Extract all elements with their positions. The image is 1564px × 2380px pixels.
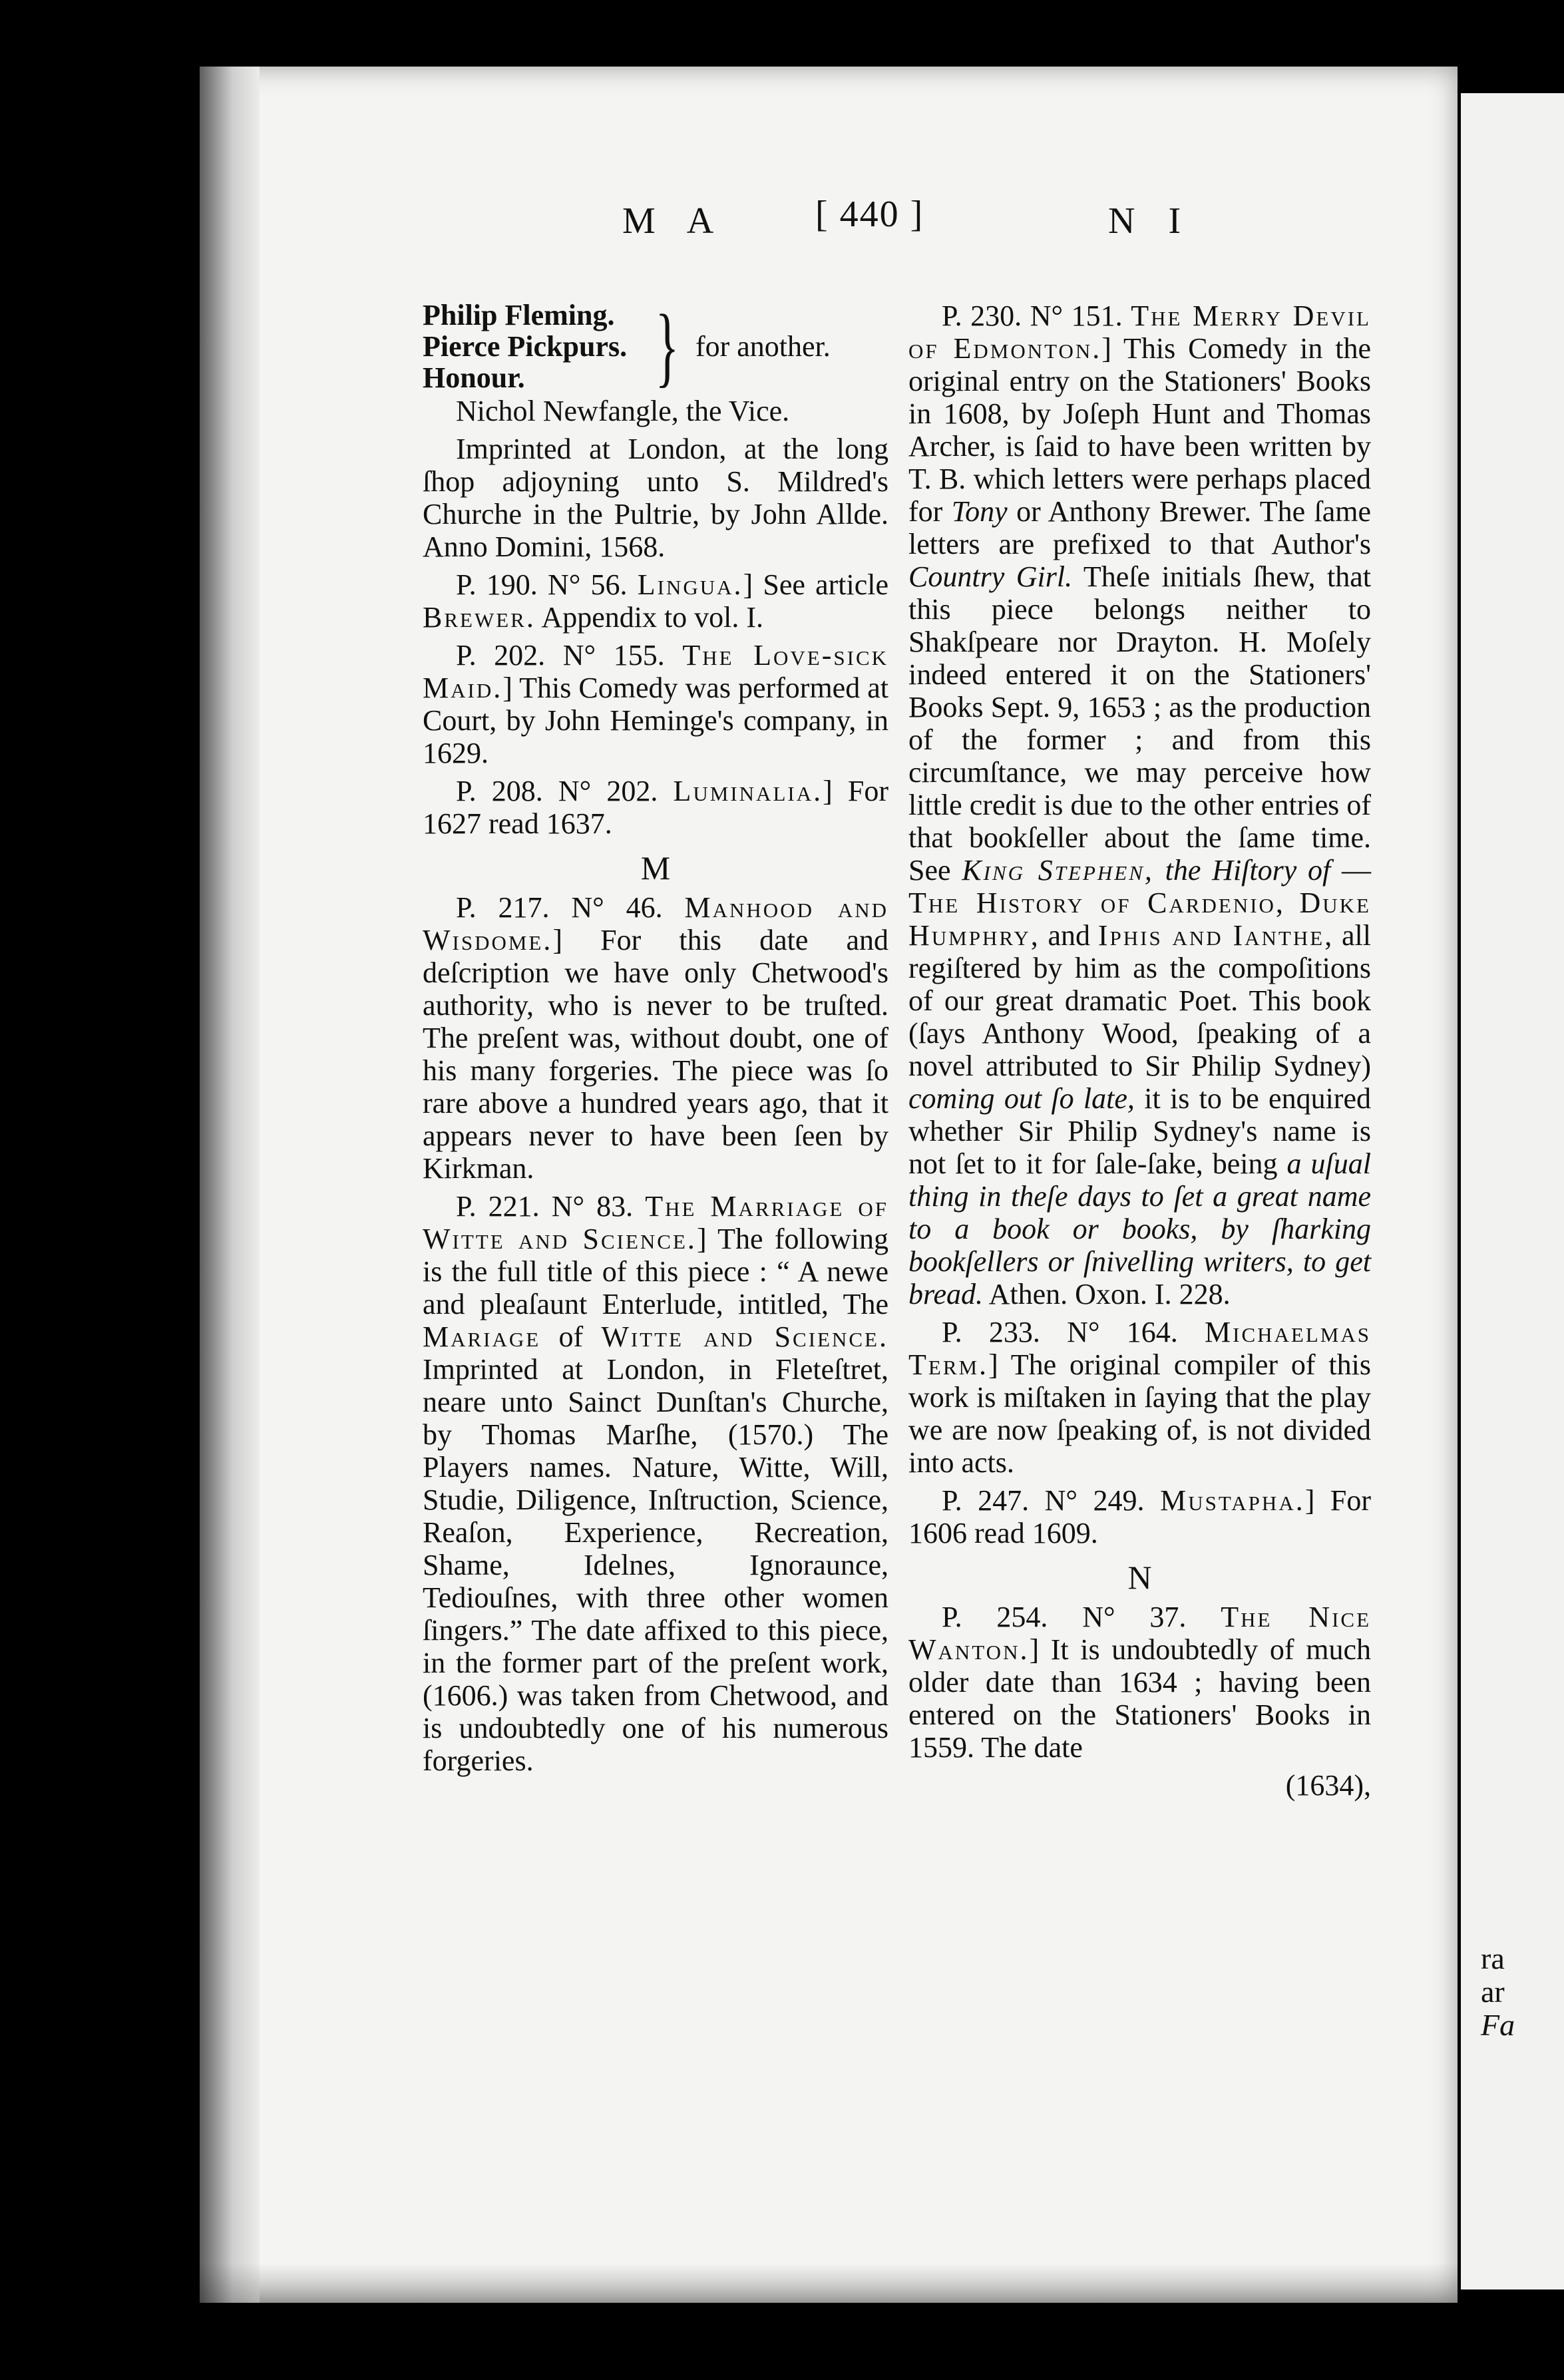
facing-page-fragment: ar — [1481, 1975, 1505, 2009]
entry-manhood-and-wisdome: P. 217. N° 46. Manhood and Wisdome.] For this date and deſcription we have only Chetwood's authority, who is never to be truſted. The preſent was, without doubt, one of his many forgeries. The piece was ſo rare above a hundred years ago, that it appears never to have been ſeen by Kirkman. — [423, 891, 889, 1185]
entry-lingua: P. 190. N° 56. Lingua.] See article Brewer. Appendix to vol. I. — [423, 568, 889, 634]
entry-lovesick-maid: P. 202. N° 155. The Love-sick Maid.] This Comedy was performed at Court, by John Heminge's company, in 1629. — [423, 639, 889, 769]
scan-background — [0, 0, 200, 2380]
entry-marriage-of-witte: P. 221. N° 83. The Marriage of Witte and Science.] The following is the full title of this piece : “ A newe and pleaſaunt Enterlude, intitled, The Mariage of Witte and Science. Imprinted at London, in Fleteſtret, neare unto Sainct Dunſtan's Churche, by Thomas Marſhe, (1570.) The Players names. Nature, Witte, Will, Studie, Diligence, Inſtruction, Science, Reaſon, Experience, Recreation, Shame, Idelnes, Ignoraunce, Tediouſnes, with three other women ſingers.” The date affixed to this piece, in the former part of the preſent work, (1606.) was taken from Chetwood, and is undoubtedly one of his numerous forgeries. — [423, 1190, 889, 1777]
imprint-paragraph: Imprinted at London, at the long ſhop adjoyning unto S. Mildred's Churche in the Pultrie, by John Allde. Anno Domini, 1568. — [423, 433, 888, 563]
right-column — [908, 299, 1371, 1802]
left-column — [423, 296, 889, 1782]
facing-page-fragment: Fa — [1481, 2008, 1515, 2042]
facing-page-edge — [1461, 93, 1564, 2289]
page-gutter-shadow — [200, 67, 260, 2303]
entry-michaelmas-term: P. 233. N° 164. Michaelmas Term.] The original compiler of this work is miſtaken in ſaying that the play we are now ſpeaking of, is not divided into acts. — [908, 1316, 1371, 1479]
brace-glyph: } — [655, 296, 680, 396]
section-heading-m: M — [640, 849, 671, 887]
cast-name: Pierce Pickpurs. — [423, 330, 628, 363]
section-heading-n: N — [1127, 1559, 1152, 1596]
cast-list — [423, 296, 888, 396]
entry-mustapha: P. 247. N° 249. Mustapha.] For 1606 read 1609. — [908, 1484, 1372, 1549]
cast-note: for another. — [695, 330, 831, 363]
page-number: [ 440 ] — [815, 194, 924, 235]
entry-nice-wanton: P. 254. N° 37. The Nice Wanton.] It is undoubtedly of much older date than 1634 ; having been entered on the Stationers' Books in 1559. The date — [908, 1601, 1371, 1764]
entry-luminalia: P. 208. N° 202. Luminalia.] For 1627 read 1637. — [423, 775, 889, 840]
entry-merry-devil: P. 230. N° 151. The Merry Devil of Edmonton.] This Comedy in the original entry on the Stationers' Books in 1608, by Joſeph Hunt and Thomas Archer, is ſaid to have been written by T. B. which letters were perhaps placed for Tony or Anthony Brewer. The ſame letters are prefixed to that Author's Country Girl. Theſe initials ſhew, that this piece belongs neither to Shakſpeare nor Drayton. H. Moſely indeed entered it on the Stationers' Books Sept. 9, 1653 ; as the production of the former ; and from this circumſtance, we may perceive how little credit is due to the other entries of that bookſeller about the ſame time. See King Stephen, the Hiſtory of —The History of Cardenio, Duke Humphry, and Iphis and Ianthe, all regiſtered by him as the compoſitions of our great dramatic Poet. This book (ſays Anthony Wood, ſpeaking of a novel attributed to Sir Philip Sydney) coming out ſo late, it is to be enquired whether Sir Philip Sydney's name is not ſet to it for ſale-ſake, being a uſual thing in theſe days to ſet a great name to a book or books, by ſharking bookſellers or ſnivelling writers, to get bread. Athen. Oxon. I. 228. — [908, 299, 1372, 1310]
facing-page-fragment: ra — [1481, 1941, 1505, 1975]
catchword: (1634), — [1285, 1769, 1371, 1802]
vice-line: Nichol Newfangle, the Vice. — [456, 395, 790, 427]
running-head-left: M A — [622, 200, 726, 242]
page-bottom-shadow — [200, 2263, 1458, 2303]
running-head-right: N I — [1108, 200, 1193, 242]
cast-name: Honour. — [423, 361, 525, 394]
cast-name: Philip Fleming. — [423, 299, 615, 331]
